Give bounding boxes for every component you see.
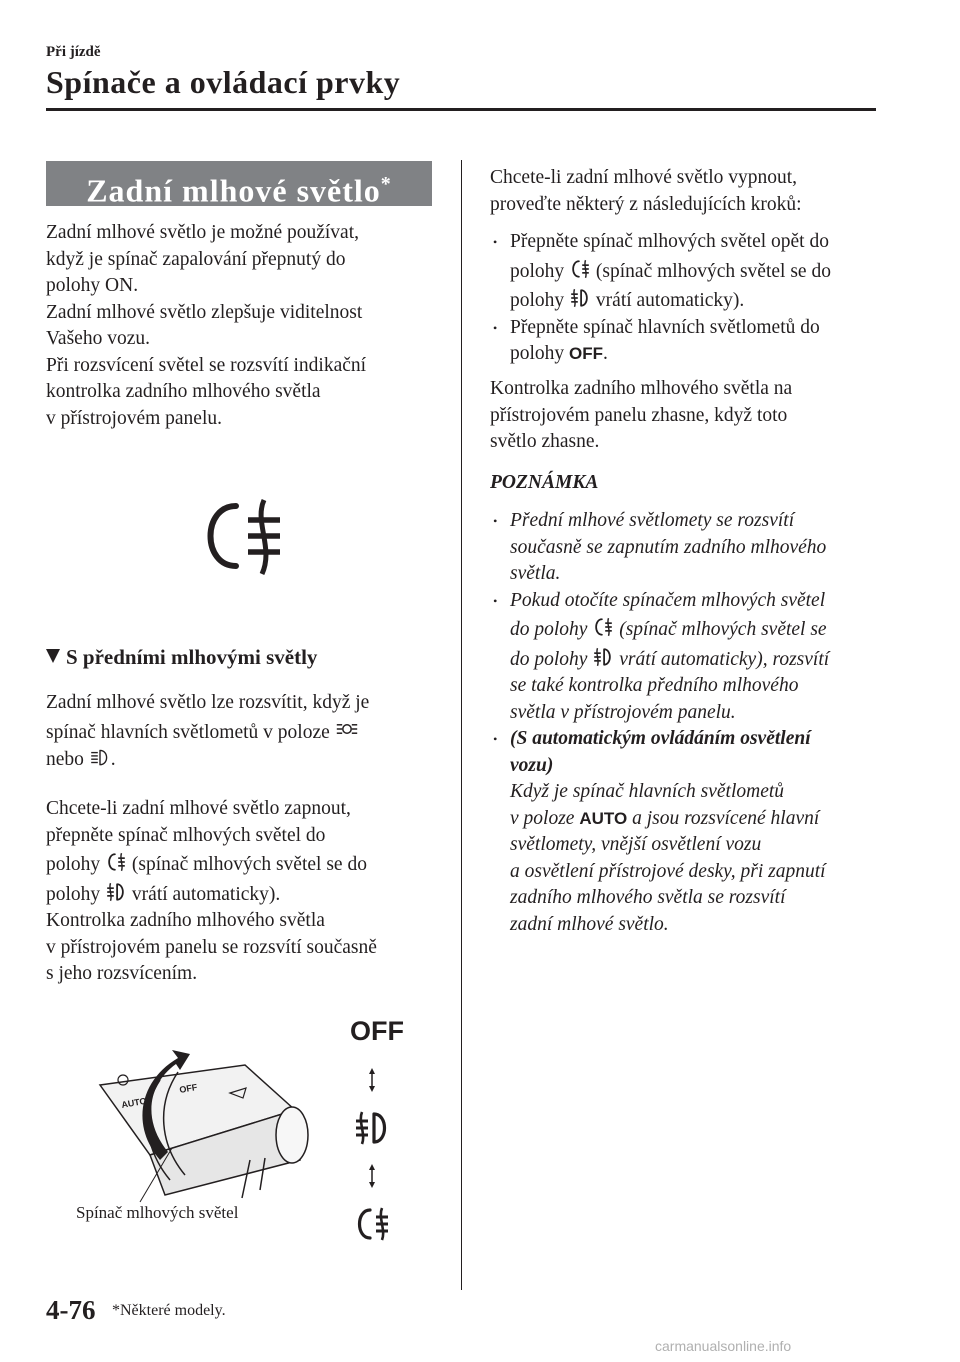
list-item — [490, 229, 890, 315]
text-line: Zadní mlhové světlo lze rozsvítit, když je — [46, 692, 370, 713]
rear-fog-icon — [105, 851, 127, 873]
subsection-title: S předními mlhovými světly — [66, 645, 318, 669]
text-line: vozu) — [510, 754, 554, 776]
rear-fog-position-icon — [360, 1208, 389, 1240]
text-line: Chcete-li zadní mlhové světlo vypnout, — [490, 167, 798, 188]
text-line — [510, 287, 890, 315]
intro-line: Při rozsvícení světel se rozsvítí indikační — [46, 354, 367, 376]
note-heading: POZNÁMKA — [490, 472, 599, 493]
section-title: Zadní mlhové světlo — [86, 172, 381, 209]
text-span: polohy — [510, 343, 565, 364]
triangle-marker-icon — [46, 649, 60, 663]
text-line — [510, 646, 890, 674]
breadcrumb: Při jízdě — [46, 44, 101, 60]
text-line: • Přepněte spínač mlhových světel opět do — [510, 231, 829, 252]
text-line: • Pokud otočíte spínačem mlhových světel — [510, 589, 826, 611]
text-span: a jsou rozsvícené hlavní — [632, 807, 820, 829]
text-line: přepněte spínač mlhových světel do — [46, 824, 326, 846]
text-line — [46, 851, 456, 879]
text-span: nebo — [46, 749, 84, 770]
text-line: přístrojovém panelu zhasne, když toto — [490, 404, 788, 426]
headlight-icon — [89, 746, 111, 768]
note-list — [490, 508, 890, 938]
text-line: zadní mlhové světlo. — [510, 913, 669, 935]
text-line: zadního mlhového světla se rozsvítí — [510, 887, 786, 908]
text-span: vrátí automaticky). — [131, 883, 281, 905]
front-fog-position-icon — [356, 1112, 385, 1144]
text-line — [46, 717, 456, 747]
text-span: polohy — [510, 260, 565, 282]
header-divider — [46, 108, 876, 111]
footnote-mark: * — [380, 173, 392, 195]
subsection-paragraph-1 — [46, 690, 456, 774]
rear-fog-icon — [592, 616, 614, 638]
text-line: Chcete-li zadní mlhové světlo zapnout, — [46, 798, 351, 819]
list-item — [490, 315, 890, 368]
text-line: Kontrolka zadního mlhového světla — [46, 910, 325, 931]
text-line: a osvětlení přístrojové desky, při zapnutí — [510, 860, 826, 882]
text-line — [510, 616, 890, 644]
intro-line: Zadní mlhové světlo je možné používat, — [46, 222, 359, 243]
intro-line: když je spínač zapalování přepnutý do — [46, 248, 346, 270]
column-divider — [461, 160, 462, 1290]
text-span: v poloze — [510, 807, 575, 829]
parking-light-icon — [335, 717, 359, 741]
subsection-paragraph-2 — [46, 796, 456, 988]
list-item — [490, 726, 890, 938]
off-steps-list — [490, 229, 890, 368]
list-item — [490, 508, 890, 588]
rear-fog-icon — [569, 258, 591, 280]
fog-switch-figure — [60, 1010, 460, 1280]
double-arrow-icon — [369, 1068, 375, 1092]
text-span: (spínač mlhových světel se — [619, 619, 827, 640]
intro-line: kontrolka zadního mlhového světla — [46, 381, 321, 402]
text-line: světlomety, vnější osvětlení vozu — [510, 834, 762, 855]
stalk-auto-label: AUTO — [120, 1095, 148, 1110]
text-span: polohy — [46, 854, 101, 875]
stalk-end — [276, 1107, 308, 1163]
footnote: *Některé modely. — [112, 1302, 226, 1319]
text-line: světlo zhasne. — [490, 431, 600, 452]
off-label: OFF — [350, 1016, 404, 1046]
subsection-heading — [46, 645, 317, 670]
text-line: • Přední mlhové světlomety se rozsvítí — [510, 510, 795, 531]
stalk-off-label: OFF — [178, 1081, 199, 1095]
section-heading — [46, 161, 432, 209]
text-line: světla. — [510, 563, 561, 584]
list-item — [490, 588, 890, 727]
text-line — [510, 258, 890, 286]
text-span: do polohy — [510, 619, 588, 640]
intro-line: v přístrojovém panelu. — [46, 407, 223, 429]
intro-line: Vašeho vozu. — [46, 328, 150, 349]
text-span: vrátí automaticky), rozsvítí — [619, 648, 830, 670]
text-span: do polohy — [510, 648, 588, 670]
text-line: současně se zapnutím zadního mlhového — [510, 536, 827, 558]
text-span: polohy — [510, 290, 565, 311]
text-line: se také kontrolka předního mlhového — [510, 675, 799, 696]
auto-badge: AUTO — [579, 808, 628, 828]
intro-paragraph — [46, 220, 446, 432]
double-arrow-icon — [369, 1164, 375, 1188]
text-line: Když je spínač hlavních světlometů — [510, 781, 785, 802]
front-fog-icon — [569, 287, 591, 309]
page-title: Spínače a ovládací prvky — [46, 64, 401, 100]
figure-caption: Spínač mlhových světel — [76, 1203, 239, 1222]
intro-line: polohy ON. — [46, 275, 139, 296]
text-line: v přístrojovém panelu se rozsvítí současně — [46, 936, 377, 958]
text-span: spínač hlavních světlometů v poloze — [46, 721, 330, 743]
text-span: (spínač mlhových světel se do — [595, 260, 831, 282]
text-line: nebo . — [46, 746, 456, 774]
off-badge: OFF — [569, 344, 604, 363]
text-line: světla v přístrojovém panelu. — [510, 701, 736, 723]
text-line — [46, 881, 456, 909]
text-line: • Přepněte spínač hlavních světlometů do — [510, 316, 820, 338]
page-number: 4-76 — [46, 1295, 96, 1325]
text-span: polohy — [46, 883, 101, 905]
text-span: vrátí automaticky). — [595, 290, 745, 311]
watermark: carmanualsonline.info — [655, 1338, 792, 1354]
text-line: proveďte některý z následujících kroků: — [490, 193, 802, 215]
right-paragraph-1 — [490, 165, 890, 218]
text-line: s jeho rozsvícením. — [46, 963, 198, 984]
intro-line: Zadní mlhové světlo zlepšuje viditelnost — [46, 301, 363, 323]
text-span: (spínač mlhových světel se do — [131, 854, 367, 875]
text-line: polohy OFF. — [510, 343, 608, 364]
text-line: Kontrolka zadního mlhového světla na — [490, 378, 793, 399]
text-line — [510, 806, 890, 833]
text-line: • (S automatickým ovládáním osvětlení — [510, 728, 811, 749]
right-paragraph-2 — [490, 376, 890, 456]
rear-fog-indicator-icon — [196, 492, 292, 578]
front-fog-icon — [592, 646, 614, 668]
front-fog-icon — [105, 881, 127, 903]
